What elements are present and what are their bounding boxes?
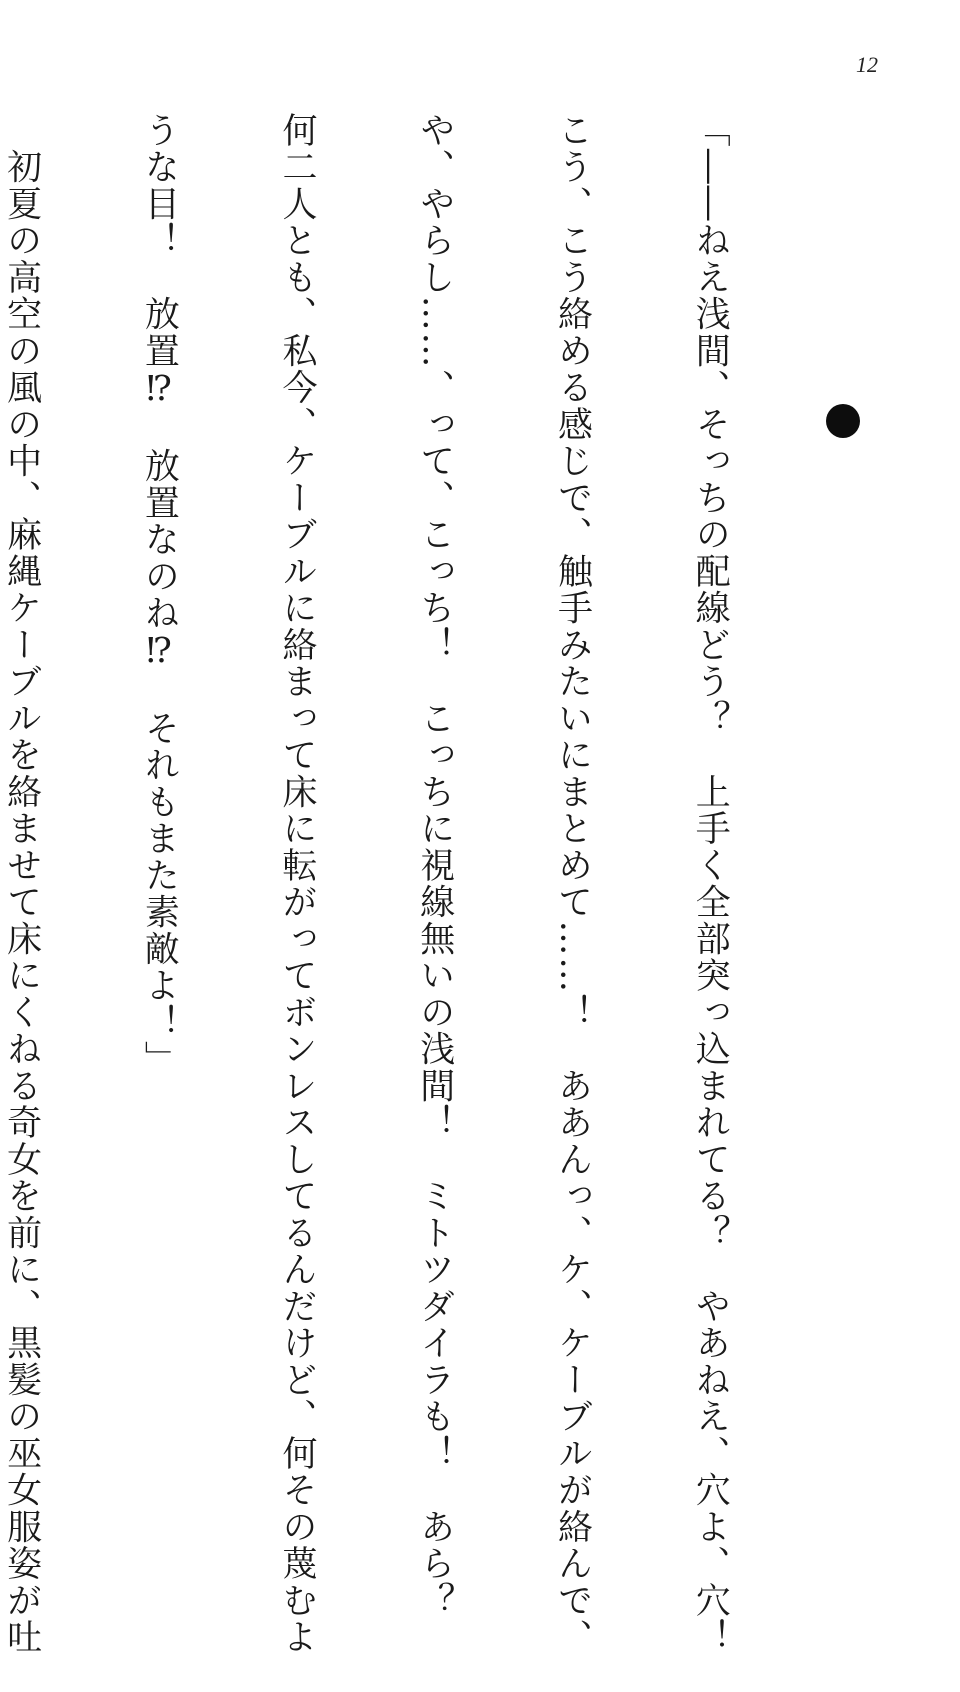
text-line: 初夏の高空の風の中、麻縄ケーブルを絡ませて床にくねる奇女を前に、黒髪の巫女服姿が吐 [1, 112, 42, 1656]
text-line: こう、こう絡める感じで、触手みたいにまとめて……！ ああんっ、ケ、ケーブルが絡んで、 [552, 112, 593, 1656]
text-line: 何二人とも、私今、ケーブルに絡まって床に転がってボンレスしてるんだけど、何その蔑むよ [277, 112, 318, 1656]
novel-text-body [0, 112, 824, 1656]
page-number: 12 [856, 52, 878, 77]
text-line: や、やらし……、って、こっち！ こっちに視線無いの浅間！ ミトツダイラも！ あら？ [414, 112, 455, 1619]
text-line: 「――ねえ浅間、そっちの配線どう？ 上手く全部突っ込まれてる？ やあねえ、穴よ、穴！ [690, 112, 731, 1656]
section-marker-dot [826, 404, 860, 438]
text-line: うな目！ 放置⁉ 放置なのね⁉ それもまた素敵よ！」 [139, 112, 180, 1078]
